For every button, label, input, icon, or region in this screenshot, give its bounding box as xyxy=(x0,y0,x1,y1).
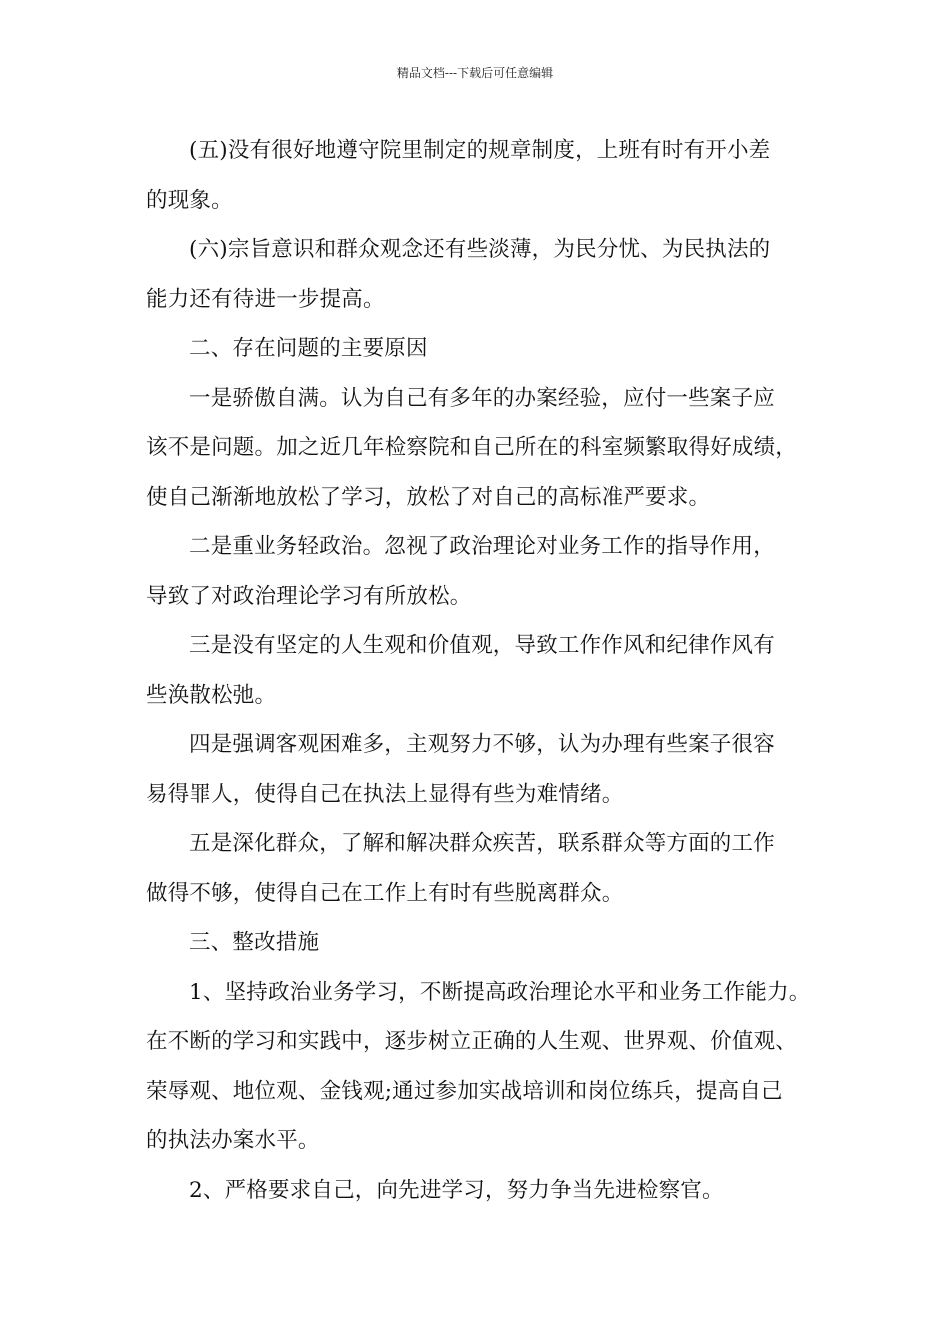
paragraph xyxy=(146,819,811,918)
section-heading xyxy=(146,918,811,968)
paragraph xyxy=(146,522,811,621)
paragraph xyxy=(146,968,811,1166)
paragraph-line: 一是骄傲自满。认为自己有多年的办案经验，应付一些案子应 xyxy=(189,385,775,411)
paragraph-line: 2、严格要求自己，向先进学习，努力争当先进检察官。 xyxy=(189,1177,724,1203)
paragraph-line: 些涣散松弛。 xyxy=(146,682,277,708)
paragraph-line: 易得罪人，使得自己在执法上显得有些为难情绪。 xyxy=(146,781,624,807)
page-header: 精品文档---下载后可任意编辑 xyxy=(396,66,554,80)
paragraph-line: 的执法办案水平。 xyxy=(146,1128,320,1153)
paragraph-line: 使自己渐渐地放松了学习，放松了对自己的高标准严要求。 xyxy=(146,484,711,510)
paragraph xyxy=(146,225,811,324)
paragraph-line: 二、存在问题的主要原因 xyxy=(189,336,428,361)
paragraph xyxy=(146,720,811,819)
paragraph-line: 该不是问题。加之近几年检察院和自己所在的科室频繁取得好成绩， xyxy=(146,435,798,460)
paragraph-line: 二是重业务轻政治。忽视了政治理论对业务工作的指导作用， xyxy=(189,534,775,559)
paragraph-line: (六)宗旨意识和群众观念还有些淡薄，为民分忧、为民执法的 xyxy=(189,237,771,262)
paragraph-line: 三是没有坚定的人生观和价值观，导致工作作风和纪律作风有 xyxy=(189,633,775,658)
paragraph-line: 1、坚持政治业务学习，不断提高政治理论水平和业务工作能力。 xyxy=(189,979,811,1005)
paragraph-line: (五)没有很好地遵守院里制定的规章制度，上班有时有开小差 xyxy=(189,138,771,163)
paragraph-line: 在不断的学习和实践中，逐步树立正确的人生观、世界观、价值观、 xyxy=(146,1029,798,1054)
paragraph-line: 的现象。 xyxy=(146,187,233,213)
section-heading xyxy=(146,324,811,374)
paragraph xyxy=(146,126,811,225)
paragraph xyxy=(146,621,811,720)
paragraph-line: 能力还有待进一步提高。 xyxy=(146,286,385,312)
paragraph-line: 五是深化群众，了解和解决群众疾苦，联系群众等方面的工作 xyxy=(189,831,775,856)
paragraph xyxy=(146,1166,811,1216)
paragraph-line: 做得不够，使得自己在工作上有时有些脱离群众。 xyxy=(146,880,624,906)
paragraph-line: 四是强调客观困难多，主观努力不够，认为办理有些案子很容 xyxy=(189,732,775,757)
paragraph-line: 三、整改措施 xyxy=(189,930,320,955)
paragraph-line: 荣辱观、地位观、金钱观;通过参加实战培训和岗位练兵，提高自己 xyxy=(146,1078,783,1104)
document-body xyxy=(146,126,811,1215)
paragraph xyxy=(146,374,811,523)
paragraph-line: 导致了对政治理论学习有所放松。 xyxy=(146,583,472,609)
